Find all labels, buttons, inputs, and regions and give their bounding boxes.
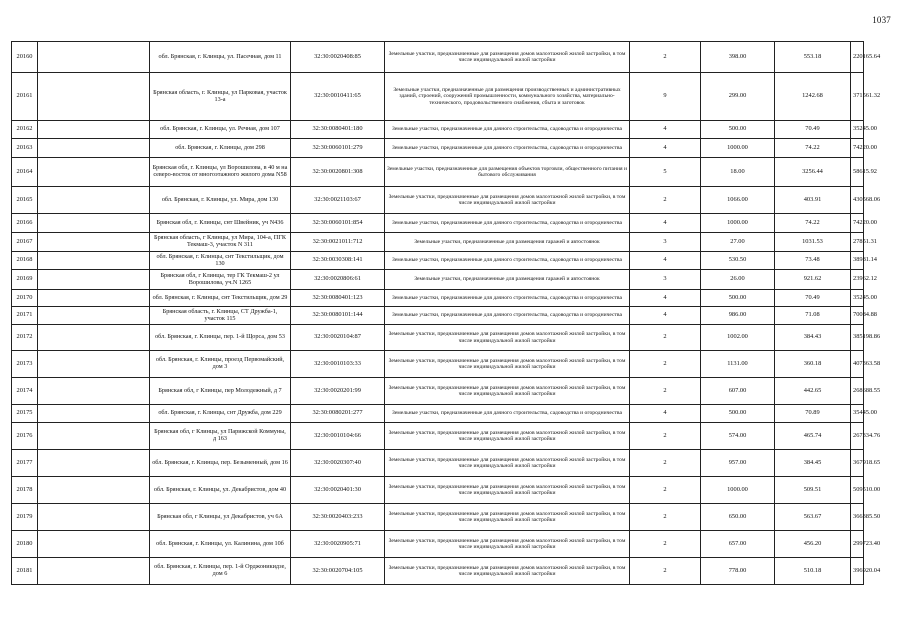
cadastral-value-cell: 220165.64 — [851, 42, 864, 73]
group-cell: 3 — [630, 270, 701, 290]
land-use-cell: Земельные участки, предназначенные для размещения домов малоэтажной жилой застройки, в том числе индивидуальной жилой застройки — [385, 531, 630, 558]
cadastral-value-cell: 396920.04 — [851, 558, 864, 585]
specific-value-cell: 465.74 — [775, 423, 851, 450]
cadastral-value-cell: 70084.88 — [851, 307, 864, 325]
row-number: 20164 — [12, 158, 38, 187]
area-cell: 574.00 — [701, 423, 775, 450]
land-use-cell: Земельные участки, предназначенные для размещения гаражей и автостоянок — [385, 270, 630, 290]
blank-cell — [38, 73, 150, 121]
table-row — [12, 290, 864, 307]
table-row — [12, 270, 864, 290]
blank-cell — [38, 504, 150, 531]
row-number: 20167 — [12, 233, 38, 252]
cadastral-number-cell: 32:30:0010411:65 — [291, 73, 385, 121]
row-number: 20172 — [12, 325, 38, 351]
area-cell: 957.00 — [701, 450, 775, 477]
address-cell: обл. Брянская, г. Клинцы, пер. 1-й Орджоникидзе, дом 6 — [150, 558, 291, 585]
specific-value-cell: 74.22 — [775, 139, 851, 158]
address-cell: обл. Брянская, г. Клинцы, пер. Безыменный, дом 16 — [150, 450, 291, 477]
area-cell: 299.00 — [701, 73, 775, 121]
group-cell: 2 — [630, 477, 701, 504]
address-cell: Брянская обл, г Клинцы, тер ГК Текмаш-2 ул Ворошилова, уч.N 1265 — [150, 270, 291, 290]
land-use-cell: Земельные участки, предназначенные для размещения домов малоэтажной жилой застройки, в том числе индивидуальной жилой застройки — [385, 378, 630, 405]
area-cell: 607.00 — [701, 378, 775, 405]
cadastral-number-cell: 32:30:0060101:854 — [291, 214, 385, 233]
group-cell: 4 — [630, 290, 701, 307]
specific-value-cell: 73.48 — [775, 252, 851, 270]
group-cell: 4 — [630, 307, 701, 325]
address-cell: обл. Брянская, г. Клинцы, снт Текстильщик, дом 130 — [150, 252, 291, 270]
address-cell: обл. Брянская, г. Клинцы, проезд Первомайский, дом 3 — [150, 351, 291, 378]
cadastral-number-cell: 32:30:0020104:87 — [291, 325, 385, 351]
row-number: 20181 — [12, 558, 38, 585]
row-number: 20176 — [12, 423, 38, 450]
row-number: 20166 — [12, 214, 38, 233]
table-row — [12, 139, 864, 158]
table-row — [12, 42, 864, 73]
cadastral-value-table — [11, 41, 881, 585]
table-row — [12, 252, 864, 270]
land-use-cell: Земельные участки, предназначенные для размещения объектов торговли, общественного питания и бытового обслуживания — [385, 158, 630, 187]
row-number: 20162 — [12, 121, 38, 139]
group-cell: 2 — [630, 531, 701, 558]
cadastral-value-cell: 35445.00 — [851, 405, 864, 423]
blank-cell — [38, 558, 150, 585]
row-number: 20175 — [12, 405, 38, 423]
table-row — [12, 504, 864, 531]
blank-cell — [38, 351, 150, 378]
area-cell: 26.00 — [701, 270, 775, 290]
address-cell: обл. Брянская, г. Клинцы, ул. Пасечная, дом 11 — [150, 42, 291, 73]
cadastral-value-cell: 23962.12 — [851, 270, 864, 290]
cadastral-value-cell: 74220.00 — [851, 139, 864, 158]
table-row — [12, 307, 864, 325]
specific-value-cell: 1031.53 — [775, 233, 851, 252]
group-cell: 4 — [630, 121, 701, 139]
row-number: 20168 — [12, 252, 38, 270]
area-cell: 530.50 — [701, 252, 775, 270]
group-cell: 4 — [630, 252, 701, 270]
row-number: 20180 — [12, 531, 38, 558]
group-cell: 2 — [630, 504, 701, 531]
cadastral-value-cell: 385198.86 — [851, 325, 864, 351]
cadastral-number-cell: 32:30:0080201:277 — [291, 405, 385, 423]
blank-cell — [38, 270, 150, 290]
area-cell: 500.00 — [701, 121, 775, 139]
row-number: 20179 — [12, 504, 38, 531]
land-use-cell: Земельные участки, предназначенные для дачного строительства, садоводства и огородничества — [385, 139, 630, 158]
row-number: 20178 — [12, 477, 38, 504]
specific-value-cell: 563.67 — [775, 504, 851, 531]
address-cell: Брянская обл, г. Клинцы, ул Ворошилова, в 40 м на северо-восток от многоэтажного жилого дома N58 — [150, 158, 291, 187]
row-number: 20177 — [12, 450, 38, 477]
address-cell: обл. Брянская, г. Клинцы, дом 298 — [150, 139, 291, 158]
table-row — [12, 121, 864, 139]
cadastral-value-cell: 267334.76 — [851, 423, 864, 450]
area-cell: 398.00 — [701, 42, 775, 73]
blank-cell — [38, 290, 150, 307]
blank-cell — [38, 252, 150, 270]
land-use-cell: Земельные участки, предназначенные для размещения домов малоэтажной жилой застройки, в том числе индивидуальной жилой застройки — [385, 423, 630, 450]
address-cell: Брянская обл, г Клинцы, пер Молодежный, д 7 — [150, 378, 291, 405]
cadastral-value-cell: 74220.00 — [851, 214, 864, 233]
blank-cell — [38, 378, 150, 405]
row-number: 20161 — [12, 73, 38, 121]
address-cell: Брянская обл, г Клинцы, ул Парижской Коммуны, д 163 — [150, 423, 291, 450]
table-row — [12, 351, 864, 378]
area-cell: 18.00 — [701, 158, 775, 187]
cadastral-number-cell: 32:30:0020403:233 — [291, 504, 385, 531]
address-cell: обл. Брянская, г. Клинцы, пер. 1-й Щорса, дом 53 — [150, 325, 291, 351]
land-use-cell: Земельные участки, предназначенные для дачного строительства, садоводства и огородничества — [385, 290, 630, 307]
land-use-cell: Земельные участки, предназначенные для дачного строительства, садоводства и огородничества — [385, 252, 630, 270]
table-row — [12, 450, 864, 477]
row-number: 20174 — [12, 378, 38, 405]
address-cell: Брянская область, г. Клинцы, СТ Дружба-1, участок 115 — [150, 307, 291, 325]
area-cell: 986.00 — [701, 307, 775, 325]
blank-cell — [38, 531, 150, 558]
table-row — [12, 558, 864, 585]
group-cell: 5 — [630, 158, 701, 187]
table-row — [12, 233, 864, 252]
cadastral-value-cell: 366385.50 — [851, 504, 864, 531]
specific-value-cell: 442.65 — [775, 378, 851, 405]
blank-cell — [38, 42, 150, 73]
address-cell: обл. Брянская, г. Клинцы, ул. Декабристов, дом 40 — [150, 477, 291, 504]
table-row — [12, 378, 864, 405]
row-number: 20170 — [12, 290, 38, 307]
land-use-cell: Земельные участки, предназначенные для размещения домов малоэтажной жилой застройки, в том числе индивидуальной жилой застройки — [385, 187, 630, 214]
land-use-cell: Земельные участки, предназначенные для дачного строительства, садоводства и огородничества — [385, 214, 630, 233]
cadastral-number-cell: 32:30:0020806:61 — [291, 270, 385, 290]
address-cell: обл. Брянская, г. Клинцы, ул. Речная, дом 107 — [150, 121, 291, 139]
cadastral-number-cell: 32:30:0010104:66 — [291, 423, 385, 450]
specific-value-cell: 3256.44 — [775, 158, 851, 187]
row-number: 20173 — [12, 351, 38, 378]
blank-cell — [38, 325, 150, 351]
group-cell: 2 — [630, 378, 701, 405]
specific-value-cell: 509.51 — [775, 477, 851, 504]
table-row — [12, 325, 864, 351]
area-cell: 1131.00 — [701, 351, 775, 378]
specific-value-cell: 74.22 — [775, 214, 851, 233]
group-cell: 2 — [630, 187, 701, 214]
cadastral-number-cell: 32:30:0021103:67 — [291, 187, 385, 214]
table-row — [12, 187, 864, 214]
cadastral-number-cell: 32:30:0020307:40 — [291, 450, 385, 477]
land-use-cell: Земельные участки, предназначенные для дачного строительства, садоводства и огородничества — [385, 121, 630, 139]
land-use-cell: Земельные участки, предназначенные для размещения домов малоэтажной жилой застройки, в том числе индивидуальной жилой застройки — [385, 325, 630, 351]
blank-cell — [38, 307, 150, 325]
cadastral-value-cell: 430568.06 — [851, 187, 864, 214]
cadastral-value-cell: 38981.14 — [851, 252, 864, 270]
address-cell: Брянская обл, г Клинцы, ул Декабристов, уч 6А — [150, 504, 291, 531]
address-cell: обл. Брянская, г. Клинцы, снт Дружба, дом 229 — [150, 405, 291, 423]
blank-cell — [38, 214, 150, 233]
cadastral-number-cell: 32:30:0020401:30 — [291, 477, 385, 504]
specific-value-cell: 921.62 — [775, 270, 851, 290]
blank-cell — [38, 405, 150, 423]
area-cell: 1000.00 — [701, 477, 775, 504]
land-use-cell: Земельные участки, предназначенные для дачного строительства, садоводства и огородничества — [385, 307, 630, 325]
group-cell: 2 — [630, 423, 701, 450]
area-cell: 778.00 — [701, 558, 775, 585]
table-row — [12, 477, 864, 504]
area-cell: 1000.00 — [701, 214, 775, 233]
address-cell: обл. Брянская, г. Клинцы, снт Текстильщик, дом 29 — [150, 290, 291, 307]
specific-value-cell: 384.43 — [775, 325, 851, 351]
cadastral-value-cell: 367918.65 — [851, 450, 864, 477]
blank-cell — [38, 233, 150, 252]
blank-cell — [38, 423, 150, 450]
cadastral-number-cell: 32:30:0020905:71 — [291, 531, 385, 558]
area-cell: 1066.00 — [701, 187, 775, 214]
area-cell: 1002.00 — [701, 325, 775, 351]
specific-value-cell: 70.49 — [775, 290, 851, 307]
blank-cell — [38, 158, 150, 187]
cadastral-number-cell: 32:30:0020408:85 — [291, 42, 385, 73]
address-cell: Брянская обл, г. Клинцы, снт Швейник, уч N436 — [150, 214, 291, 233]
land-use-cell: Земельные участки, предназначенные для размещения гаражей и автостоянок — [385, 233, 630, 252]
group-cell: 4 — [630, 405, 701, 423]
table-row — [12, 531, 864, 558]
cadastral-value-cell: 35245.00 — [851, 121, 864, 139]
address-cell: Брянская область, г. Клинцы, ул Парковая, участок 13-а — [150, 73, 291, 121]
area-cell: 500.00 — [701, 405, 775, 423]
area-cell: 657.00 — [701, 531, 775, 558]
cadastral-number-cell: 32:30:0080101:144 — [291, 307, 385, 325]
group-cell: 2 — [630, 450, 701, 477]
row-number: 20169 — [12, 270, 38, 290]
specific-value-cell: 510.18 — [775, 558, 851, 585]
cadastral-number-cell: 32:30:0020201:99 — [291, 378, 385, 405]
table-row — [12, 214, 864, 233]
cadastral-value-cell: 299723.40 — [851, 531, 864, 558]
page-number: 1037 — [872, 15, 891, 25]
area-cell: 500.00 — [701, 290, 775, 307]
specific-value-cell: 384.45 — [775, 450, 851, 477]
row-number: 20160 — [12, 42, 38, 73]
specific-value-cell: 70.89 — [775, 405, 851, 423]
group-cell: 2 — [630, 351, 701, 378]
address-cell: Брянская область, г Клинцы, ул Мира, 104-а, ПГК Текмаш-3, участок N 311 — [150, 233, 291, 252]
land-use-cell: Земельные участки, предназначенные для размещения домов малоэтажной жилой застройки, в том числе индивидуальной жилой застройки — [385, 351, 630, 378]
specific-value-cell: 360.18 — [775, 351, 851, 378]
blank-cell — [38, 477, 150, 504]
land-use-cell: Земельные участки, предназначенные для размещения домов малоэтажной жилой застройки, в том числе индивидуальной жилой застройки — [385, 42, 630, 73]
table-row — [12, 405, 864, 423]
group-cell: 2 — [630, 558, 701, 585]
land-use-cell: Земельные участки, предназначенные для размещения производственных и административных зданий, строений, сооружений промышленности, коммунального хозяйства, материально-технического, продовольственного снабжения, сбыта и заготовок — [385, 73, 630, 121]
blank-cell — [38, 121, 150, 139]
area-cell: 650.00 — [701, 504, 775, 531]
blank-cell — [38, 187, 150, 214]
group-cell: 2 — [630, 325, 701, 351]
specific-value-cell: 71.08 — [775, 307, 851, 325]
cadastral-number-cell: 32:30:0080401:180 — [291, 121, 385, 139]
cadastral-value-cell: 58615.92 — [851, 158, 864, 187]
table-row — [12, 73, 864, 121]
group-cell: 9 — [630, 73, 701, 121]
cadastral-number-cell: 32:30:0020801:308 — [291, 158, 385, 187]
group-cell: 2 — [630, 42, 701, 73]
blank-cell — [38, 450, 150, 477]
cadastral-value-cell: 27851.31 — [851, 233, 864, 252]
cadastral-value-cell: 35245.00 — [851, 290, 864, 307]
row-number: 20163 — [12, 139, 38, 158]
cadastral-number-cell: 32:30:0010103:33 — [291, 351, 385, 378]
row-number: 20165 — [12, 187, 38, 214]
land-use-cell: Земельные участки, предназначенные для размещения домов малоэтажной жилой застройки, в том числе индивидуальной жилой застройки — [385, 477, 630, 504]
cadastral-value-cell: 407363.58 — [851, 351, 864, 378]
area-cell: 27.00 — [701, 233, 775, 252]
cadastral-value-cell: 509510.00 — [851, 477, 864, 504]
cadastral-number-cell: 32:30:0020704:105 — [291, 558, 385, 585]
cadastral-value-cell: 371561.32 — [851, 73, 864, 121]
land-use-cell: Земельные участки, предназначенные для дачного строительства, садоводства и огородничества — [385, 405, 630, 423]
group-cell: 3 — [630, 233, 701, 252]
land-use-cell: Земельные участки, предназначенные для размещения домов малоэтажной жилой застройки, в том числе индивидуальной жилой застройки — [385, 504, 630, 531]
cadastral-number-cell: 32:30:0080401:123 — [291, 290, 385, 307]
group-cell: 4 — [630, 214, 701, 233]
address-cell: обл. Брянская, г. Клинцы, ул. Калинина, дом 10б — [150, 531, 291, 558]
cadastral-number-cell: 32:30:0060101:279 — [291, 139, 385, 158]
address-cell: обл. Брянская, г. Клинцы, ул. Мира, дом 130 — [150, 187, 291, 214]
row-number: 20171 — [12, 307, 38, 325]
cadastral-value-cell: 268688.55 — [851, 378, 864, 405]
land-use-cell: Земельные участки, предназначенные для размещения домов малоэтажной жилой застройки, в том числе индивидуальной жилой застройки — [385, 450, 630, 477]
cadastral-number-cell: 32:30:0030308:141 — [291, 252, 385, 270]
cadastral-number-cell: 32:30:0021011:712 — [291, 233, 385, 252]
specific-value-cell: 456.20 — [775, 531, 851, 558]
table-row — [12, 423, 864, 450]
land-use-cell: Земельные участки, предназначенные для размещения домов малоэтажной жилой застройки, в том числе индивидуальной жилой застройки — [385, 558, 630, 585]
specific-value-cell: 1242.68 — [775, 73, 851, 121]
table-row — [12, 158, 864, 187]
specific-value-cell: 553.18 — [775, 42, 851, 73]
group-cell: 4 — [630, 139, 701, 158]
specific-value-cell: 70.49 — [775, 121, 851, 139]
specific-value-cell: 403.91 — [775, 187, 851, 214]
blank-cell — [38, 139, 150, 158]
area-cell: 1000.00 — [701, 139, 775, 158]
